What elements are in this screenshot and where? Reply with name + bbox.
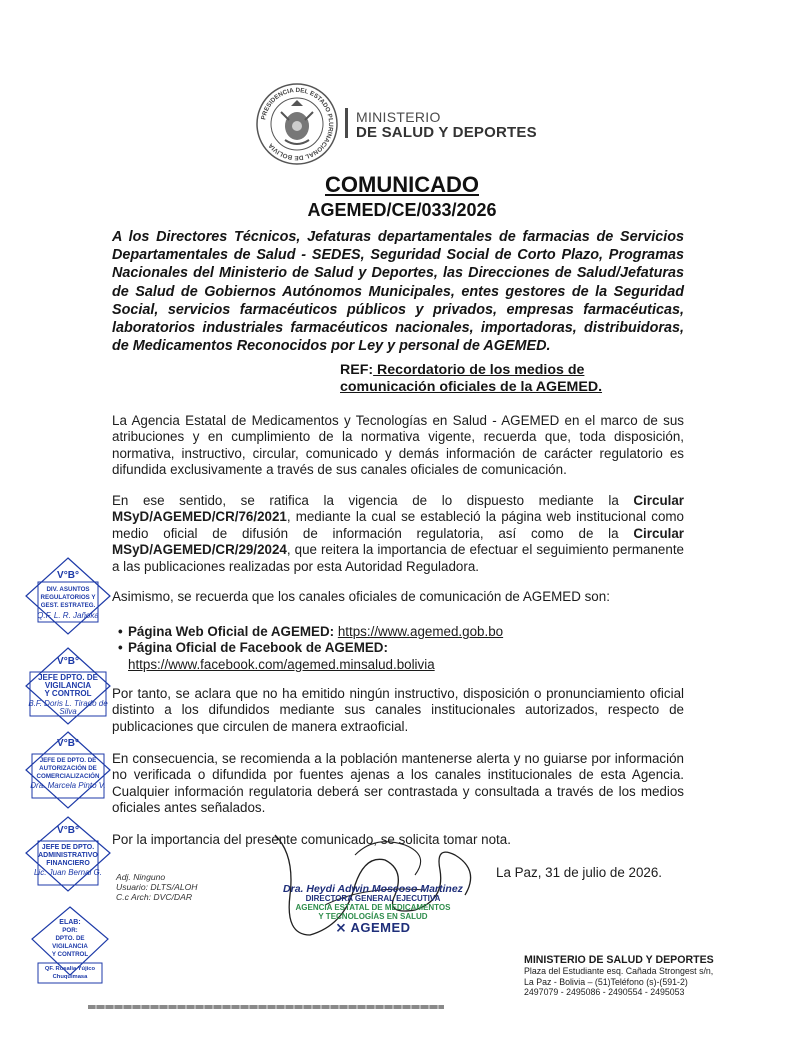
- list-item: [118, 640, 678, 673]
- footer-phone-numbers: 2497079 - 2495086 - 2490554 - 2495053: [524, 987, 685, 998]
- header-divider: [345, 108, 348, 138]
- paragraph-2-text-e: , que reitera la importancia de efectuar el seguimiento permanente a las publicaciones realizadas por esta Autoridad Reguladora.: [112, 542, 684, 574]
- facebook-link[interactable]: https://www.facebook.com/agemed.minsalud.bolivia: [128, 656, 435, 672]
- document-title: COMUNICADO: [325, 172, 479, 197]
- bullet-colon: :: [329, 624, 338, 639]
- ministry-name-line1: MINISTERIO: [356, 109, 441, 125]
- approval-stamp-2: V°B° JEFE DPTO. DE VIGILANCIA Y CONTROL B.F. Doris L. Tirado de Silva: [24, 646, 112, 726]
- signature-stamp: [268, 883, 478, 935]
- paragraph-2-text-c: , mediante la cual se estableció la página web institucional como medio oficial de difusión de información regulatoria, así como de la: [112, 509, 684, 541]
- ref-label: REF:: [340, 362, 374, 378]
- elaboration-stamp: ELAB: POR: DPTO. DE VIGILANCIA Y CONTROL QF. Rosalia Yújico Chuquimasa: [30, 905, 110, 985]
- footer-title: MINISTERIO DE SALUD Y DEPORTES: [524, 954, 714, 966]
- svg-text:PRESIDENCIA DEL ESTADO PLURINA: PRESIDENCIA DEL ESTADO PLURINACIONAL DE BOLIVIA: [260, 86, 335, 162]
- circular-2024: Circular MSyD/AGEMED/CR/29/2024: [112, 525, 684, 558]
- state-seal-icon: [255, 82, 339, 166]
- bullet-icon: •: [118, 624, 123, 639]
- footer-address: Plaza del Estudiante esq. Cañada Strongest s/n,: [524, 966, 714, 977]
- initials-block: [116, 872, 198, 902]
- paragraph-2-text-a: En ese sentido, se ratifica la vigencia de lo dispuesto mediante la: [112, 493, 634, 508]
- initials-line: Adj. Ninguno: [116, 872, 166, 882]
- agemed-logo: ⨯ AGEMED: [335, 920, 411, 935]
- body-paragraph-1: La Agencia Estatal de Medicamentos y Tecnologías en Salud - AGEMED en el marco de sus atribuciones y en cumplimiento de la normativa vigente, recuerda que, toda disposición, normativa, instructivo, circular, comunicado y demás información de carácter regulatorio es difundida exclusivamente a través de sus canales oficiales de comunicación.: [112, 413, 684, 478]
- document-date: La Paz, 31 de julio de 2026.: [496, 865, 663, 880]
- bullet-icon: •: [118, 640, 123, 656]
- approval-stamp-3: V°B° JEFE DE DPTO. DE AUTORIZACIÓN DE COMERCIALIZACIÓN Dra. Marcela Pinto V.: [24, 730, 112, 810]
- approval-stamp-4: V°B° JEFE DE DPTO. ADMINISTRATIVO FINANCIERO Lic. Juan Bernal G.: [24, 815, 112, 893]
- official-channels-list: [118, 624, 678, 673]
- footer-contact: [524, 955, 714, 998]
- initials-line: C.c Arch: DVC/DAR: [116, 892, 193, 902]
- document-code: AGEMED/CE/033/2026: [307, 200, 497, 220]
- signatory-agency-2: Y TECNOLOGÍAS EN SALUD: [318, 912, 428, 921]
- body-paragraph-6: Por la importancia del presente comunicado, se solicita tomar nota.: [112, 832, 511, 847]
- website-link[interactable]: https://www.agemed.gob.bo: [337, 624, 504, 639]
- circular-2021: Circular MSyD/AGEMED/CR/76/2021: [112, 493, 684, 525]
- body-paragraph-2: [112, 493, 684, 575]
- addressees-paragraph: A los Directores Técnicos, Jefaturas departamentales de farmacias de Servicios Departamentales de Salud - SEDES, Seguridad Social de Corto Plazo, Programas Nacionales del Ministerio de Salud y Deportes, las Direcciones de Salud/Jefaturas de Salud de Gobiernos Autónomos Municipales, entes gestores de la Seguridad Social, servicios farmacéuticos públicos y privados, empresas farmacéuticas, laboratorios industriales farmacéuticos nacionales, importadoras, distribuidoras, de Medicamentos Reconocidos por Ley y personal de AGEMED.: [112, 229, 684, 355]
- ministry-name-line2: DE SALUD Y DEPORTES: [356, 124, 537, 141]
- bullet-colon: :: [383, 640, 388, 656]
- signatory-role: DIRECTORA GENERAL EJECUTIVA: [305, 894, 441, 903]
- body-paragraph-5: En consecuencia, se recomienda a la población mantenerse alerta y no guiarse por información no verificada o difundida por fuentes ajenas a los canales institucionales de esta Agencia. Cualquier información regulatoria deberá ser contrastada y consultada a través de los medios oficiales antes señalados.: [112, 751, 684, 816]
- approval-stamp-1: V°B° DIV. ASUNTOS REGULATORIOS Y GEST. ESTRATEG. Q.F. L. R. Jañoka: [24, 556, 112, 636]
- body-paragraph-4: Por tanto, se aclara que no ha emitido ningún instructivo, disposición o pronunciamiento oficial distinto a los difundidos mediante sus canales institucionales autorizados, respecto de publicaciones que circulen de manera extraoficial.: [112, 686, 684, 734]
- bullet-label-website: Página Web Oficial de AGEMED: [128, 624, 330, 639]
- initials-line: Usuario: DLTS/ALOH: [116, 882, 198, 892]
- reference-line: [340, 362, 680, 396]
- signatory-agency: AGENCIA ESTATAL DE MEDICAMENTOS: [295, 903, 451, 912]
- signatory-name: Dra. Heydi Adwin Moscoso Martinez: [283, 883, 463, 895]
- list-item: [118, 624, 678, 640]
- footer-bar: [88, 1005, 444, 1009]
- body-paragraph-3: Asimismo, se recuerda que los canales oficiales de comunicación de AGEMED son:: [112, 589, 610, 604]
- footer-phone-label: La Paz - Bolivia – (51)Teléfono (s)-(591-2): [524, 976, 688, 987]
- ref-text: Recordatorio de los medios de comunicación oficiales de la AGEMED.: [340, 362, 603, 395]
- bullet-label-facebook: Página Oficial de Facebook de AGEMED: [128, 640, 384, 656]
